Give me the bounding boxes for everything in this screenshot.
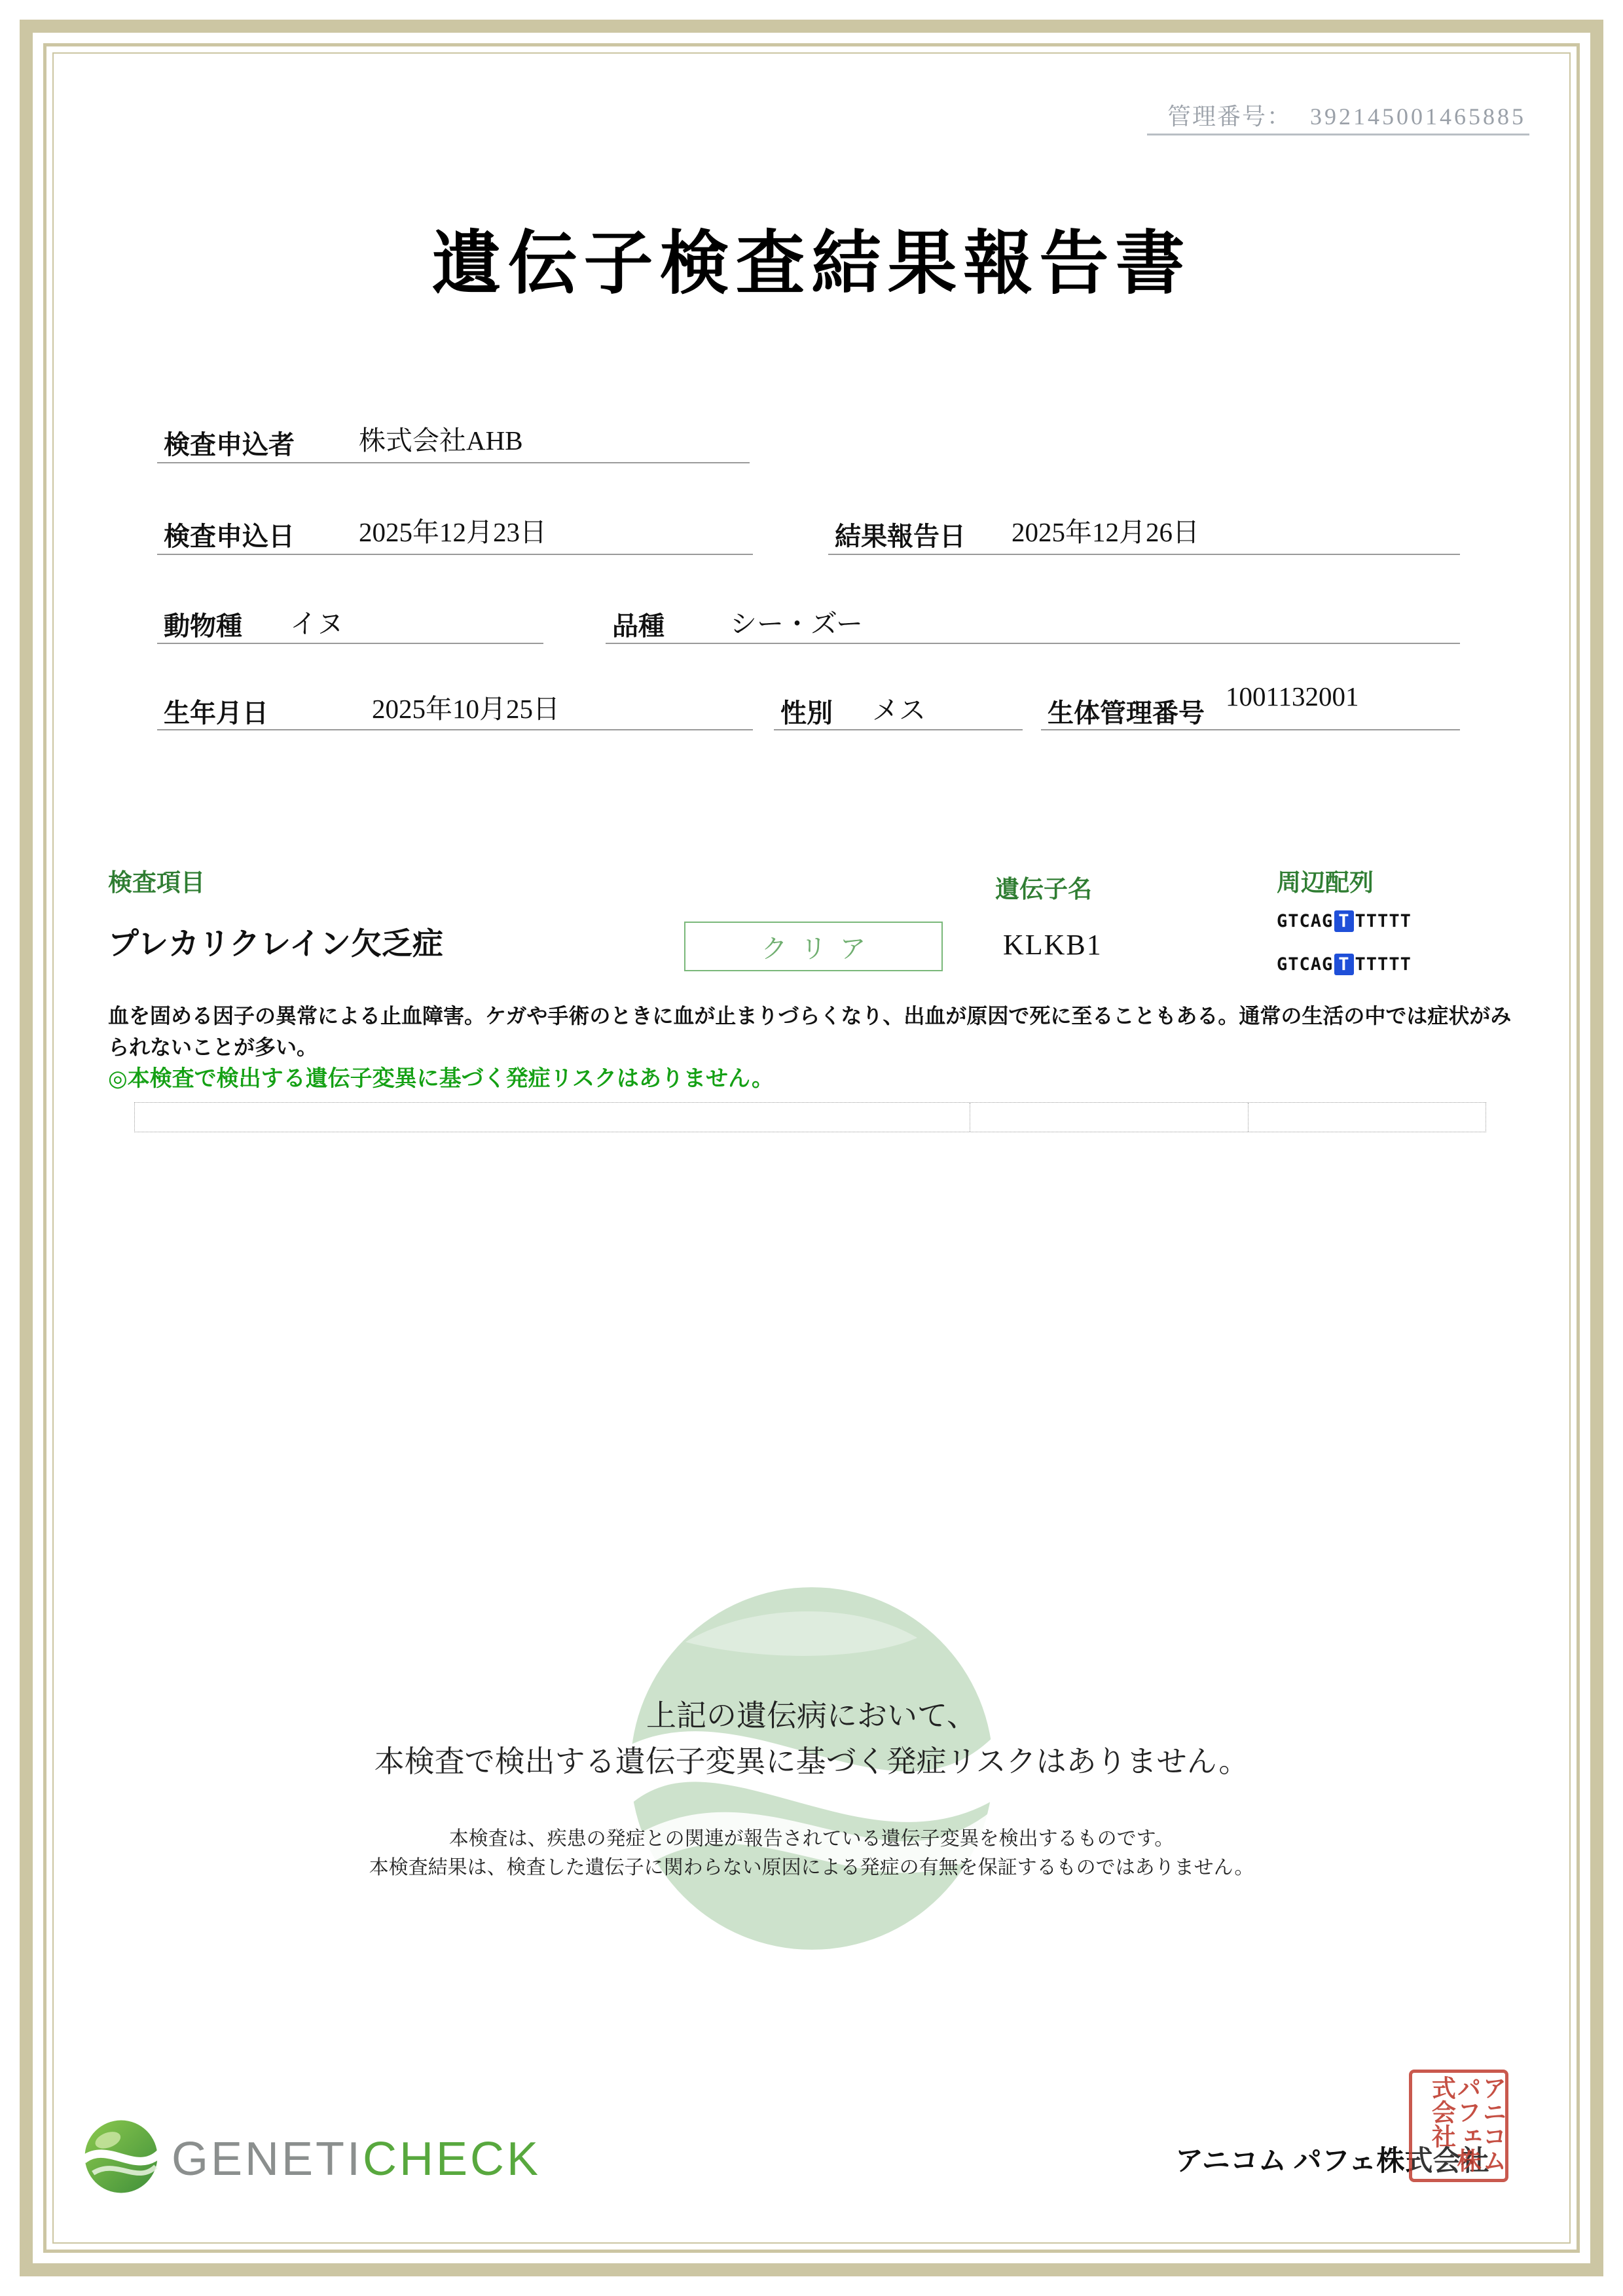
breed-label: 品種 [612, 611, 665, 641]
birth-underline [157, 729, 753, 730]
summary-note-1: 本検査は、疾患の発症との関連が報告されている遺伝子変異を検出するものです。 [448, 1828, 1175, 1850]
apply-date-value: 2025年12月23日 [359, 517, 547, 547]
sex-label: 性別 [780, 698, 833, 728]
control-number-underline [1147, 134, 1529, 135]
result-badge-label: クリア [761, 933, 879, 963]
animal-id-underline [1041, 729, 1460, 730]
breed-value: シー・ズー [730, 609, 863, 639]
animal-id-label: 生体管理番号 [1048, 698, 1205, 728]
gene-name-header: 遺伝子名 [995, 876, 1092, 903]
risk-note: ◎本検査で検出する遺伝子変異に基づく発症リスクはありません。 [108, 1067, 775, 1091]
sequence-2-prefix: GTCAG [1277, 954, 1334, 975]
apply-date-label: 検査申込日 [164, 522, 295, 551]
wordmark-part-1: GENETI [172, 2133, 363, 2185]
test-item-name: プレカリクレイン欠乏症 [108, 927, 443, 961]
dotted-divider-2 [1248, 1103, 1249, 1132]
summary-line-2: 本検査で検出する遺伝子変異に基づく発症リスクはありません。 [374, 1744, 1249, 1778]
control-number [1167, 98, 1526, 132]
report-date-value: 2025年12月26日 [1012, 517, 1199, 547]
sequence-2-variant: T [1334, 954, 1353, 975]
applicant-label: 検査申込者 [164, 430, 295, 459]
apply-date-underline [157, 554, 753, 555]
geneticheck-wordmark [172, 2132, 541, 2186]
applicant-value: 株式会社AHB [359, 425, 523, 456]
birth-label: 生年月日 [164, 698, 268, 728]
test-item-header: 検査項目 [108, 870, 205, 897]
wordmark-part-2: CHECK [363, 2133, 541, 2185]
sequence-line-2 [1277, 954, 1412, 975]
species-value: イヌ [290, 609, 344, 639]
summary-note-2: 本検査結果は、検査した遺伝子に関わらない原因による発症の有無を保証するものではありません。 [369, 1857, 1254, 1878]
sex-underline [774, 729, 1023, 730]
sequence-2-suffix: TTTTT [1355, 954, 1412, 975]
applicant-underline [157, 462, 750, 463]
report-date-label: 結果報告日 [835, 522, 966, 551]
species-label: 動物種 [164, 611, 242, 641]
gene-name-value: KLKB1 [1003, 929, 1103, 961]
page-title: 遺伝子検査結果報告書 [431, 226, 1192, 302]
dotted-empty-row [134, 1102, 1486, 1132]
disease-description: 血を固める因子の異常による止血障害。ケガや手術のときに血が止まりづらくなり、出血が原因で死に至ることもある。通常の生活の中では症状がみられないことが多い。 [108, 1004, 1512, 1059]
sequence-header: 周辺配列 [1277, 870, 1374, 897]
animal-id-value: 1001132001 [1226, 681, 1359, 711]
summary-line-1: 上記の遺伝病において、 [646, 1698, 977, 1732]
report-date-underline [828, 554, 1460, 555]
company-seal-stamp: アニコムパフェ株式会社 [1409, 2070, 1508, 2182]
sequence-1-prefix: GTCAG [1277, 911, 1334, 931]
sequence-1-variant: T [1334, 910, 1353, 932]
control-number-value: 392145001465885 [1310, 103, 1526, 130]
result-badge [684, 922, 943, 971]
company-name: アニコム パフェ株式会社 [1175, 2146, 1489, 2177]
geneticheck-logo-icon [80, 2115, 162, 2198]
sex-value: メス [872, 695, 926, 725]
control-number-label: 管理番号： [1167, 103, 1292, 130]
species-underline [157, 643, 543, 644]
sequence-1-suffix: TTTTT [1355, 911, 1412, 931]
breed-underline [606, 643, 1460, 644]
birth-value: 2025年10月25日 [372, 694, 560, 724]
sequence-line-1 [1277, 911, 1412, 931]
